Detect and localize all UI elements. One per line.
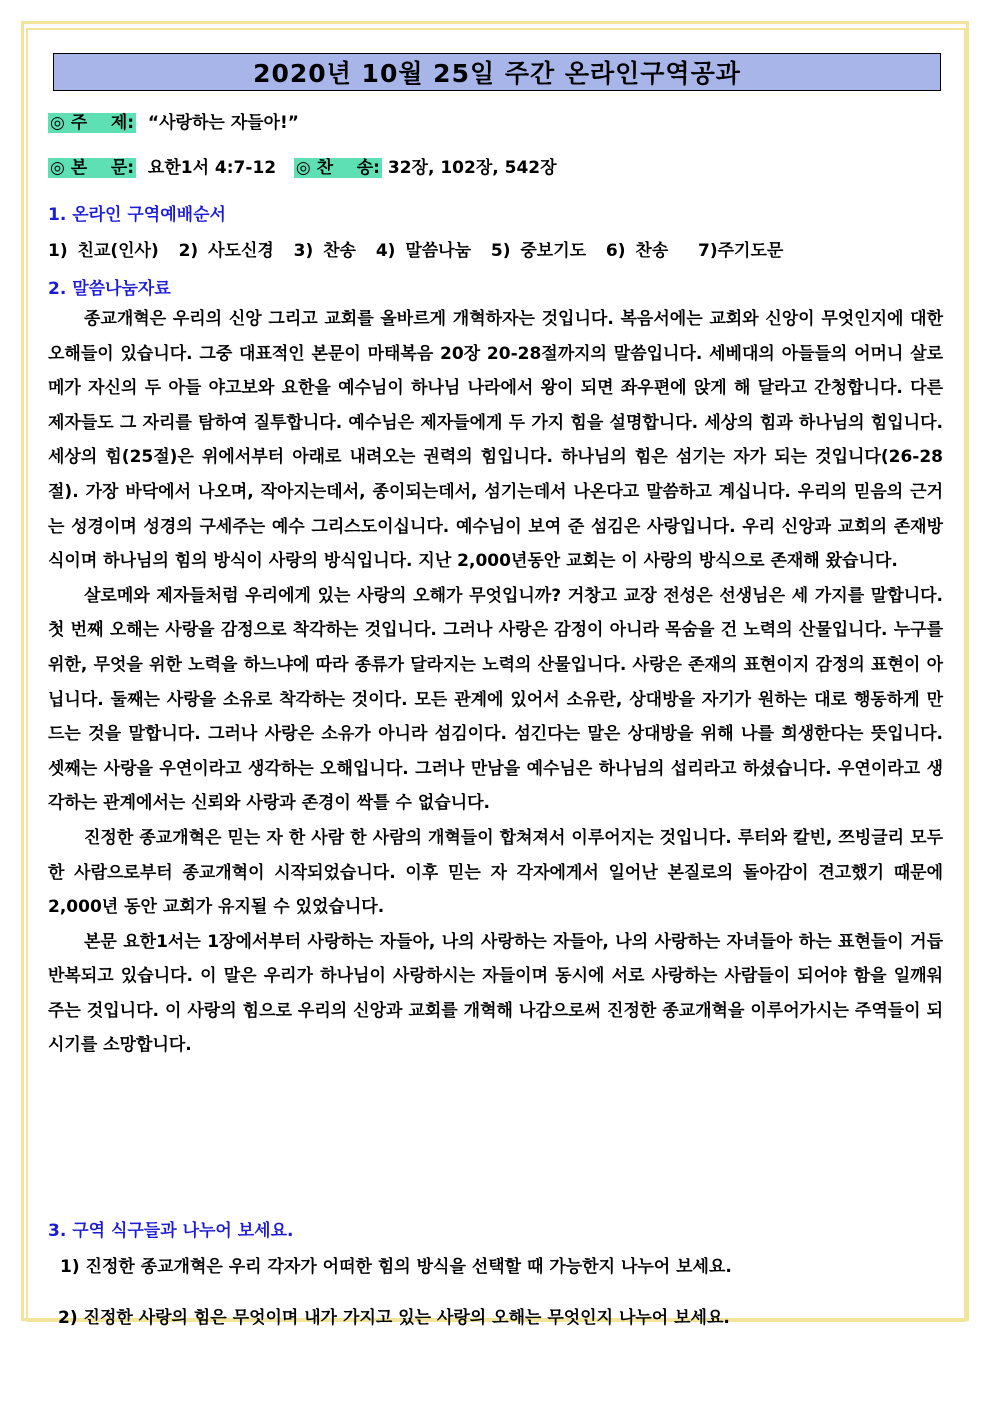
worship-order: 1) 친교(인사) 2) 사도신경 3) 찬송 4) 말씀나눔 5) 중보기도 6) 찬송 7)주기도문 [48,241,784,261]
discussion-question: 2) 진정한 사랑의 힘은 무엇이며 내가 가지고 있는 사랑의 오해는 무엇인지 나누어 보세요. [58,1308,730,1328]
scripture-value: 요한1서 4:7-12 [147,158,277,178]
theme-value: “사랑하는 자들아!” [147,113,299,133]
page-title: 2020년 10월 25일 주간 온라인구역공과 [53,53,941,91]
paragraph: 본문 요한1서는 1장에서부터 사랑하는 자들아, 나의 사랑하는 자들아, 나의 사랑하는 자녀들아 하는 표현들이 거듭 반복되고 있습니다. 이 말은 우리가 하나님이 사랑하시는 자들이며 동시에 서로 사랑하는 사람들이 되어야 함을 일깨워 주는 것입니다. 이 사랑의 힘으로 우리의 신앙과 교회를 개혁해 나감으로써 진정한 종교개혁을 이루어가시는 주역들이 되시기를 소망합니다. [48,931,943,1056]
paragraph: 살로메와 제자들처럼 우리에게 있는 사랑의 오해가 무엇입니까? 거창고 교장 전성은 선생님은 세 가지를 말합니다. 첫 번째 오해는 사랑을 감정으로 착각하는 것입니다. 그러나 사랑은 감정이 아니라 목숨을 건 노력의 산물입니다. 누구를 위한, 무엇을 위한 노력을 하느냐에 따라 종류가 달라지는 노력의 산물입니다. 사랑은 존재의 표현이지 감정의 표현이 아닙니다. 둘째는 사랑을 소유로 착각하는 것이다. 모든 관계에 있어서 소유란, 상대방을 자기가 원하는 대로 행동하게 만드는 것을 말합니다. 그러나 사랑은 소유가 아니라 섬김이다. 섬긴다는 말은 상대방을 위해 나를 희생한다는 뜻입니다. 셋째는 사랑을 우연이라고 생각하는 오해입니다. 그러나 만남을 예수님은 하나님의 섭리라고 하셨습니다. 우연이라고 생각하는 관계에서는 신뢰와 사랑과 존경이 싹틀 수 없습니다. [48,585,943,814]
paragraph: 진정한 종교개혁은 믿는 자 한 사람 한 사람의 개혁들이 합쳐져서 이루어지는 것입니다. 루터와 칼빈, 쯔빙글리 모두 한 사람으로부터 종교개혁이 시작되었습니다. 이후 믿는 자 각자에게서 일어난 본질로의 돌아감이 견고했기 때문에 2,000년 동안 교회가 유지될 수 있었습니다. [48,827,943,918]
discussion-question: 1) 진정한 종교개혁은 우리 각자가 어떠한 힘의 방식을 선택할 때 가능한지 나누어 보세요. [60,1257,732,1277]
section-heading-sharing: 2. 말씀나눔자료 [48,279,171,299]
paragraph: 종교개혁은 우리의 신앙 그리고 교회를 올바르게 개혁하자는 것입니다. 복음서에는 교회와 신앙이 무엇인지에 대한 오해들이 있습니다. 그중 대표적인 본문이 마태복음 20장 20-28절까지의 말씀입니다. 세베대의 아들들의 어머니 살로메가 자신의 두 아들 야고보와 요한을 예수님이 하나님 나라에서 왕이 되면 좌우편에 앉게 해 달라고 간청합니다. 다른 제자들도 그 자리를 탐하여 질투합니다. 예수님은 제자들에게 두 가지 힘을 설명합니다. 세상의 힘과 하나님의 힘입니다. 세상의 힘(25절)은 위에서부터 아래로 내려오는 권력의 힘입니다. 하나님의 힘은 섬기는 자가 되는 것입니다(26-28절). 가장 바닥에서 나오며, 작아지는데서, 종이되는데서, 섬기는데서 나온다고 말씀하고 계십니다. 우리의 믿음의 근거는 성경이며 성경의 구세주는 예수 그리스도이십니다. 예수님이 보여 준 섬김은 사랑입니다. 우리 신앙과 교회의 존재방식이며 하나님의 힘의 방식이 사랑의 방식입니다. 지난 2,000년동안 교회는 이 사랑의 방식으로 존재해 왔습니다. [48,309,943,572]
section-heading-discussion: 3. 구역 식구들과 나누어 보세요. [48,1221,294,1241]
hymn-value: 32장, 102장, 542장 [387,158,557,178]
scripture-line [48,153,557,178]
section-heading-order: 1. 온라인 구역예배순서 [48,205,226,225]
scripture-label: ◎ 본 문: [50,158,135,178]
theme-line [48,108,299,133]
theme-label: ◎ 주 제: [50,113,135,133]
sharing-body [48,302,943,1063]
hymn-label: ◎ 찬 송: [295,158,380,178]
